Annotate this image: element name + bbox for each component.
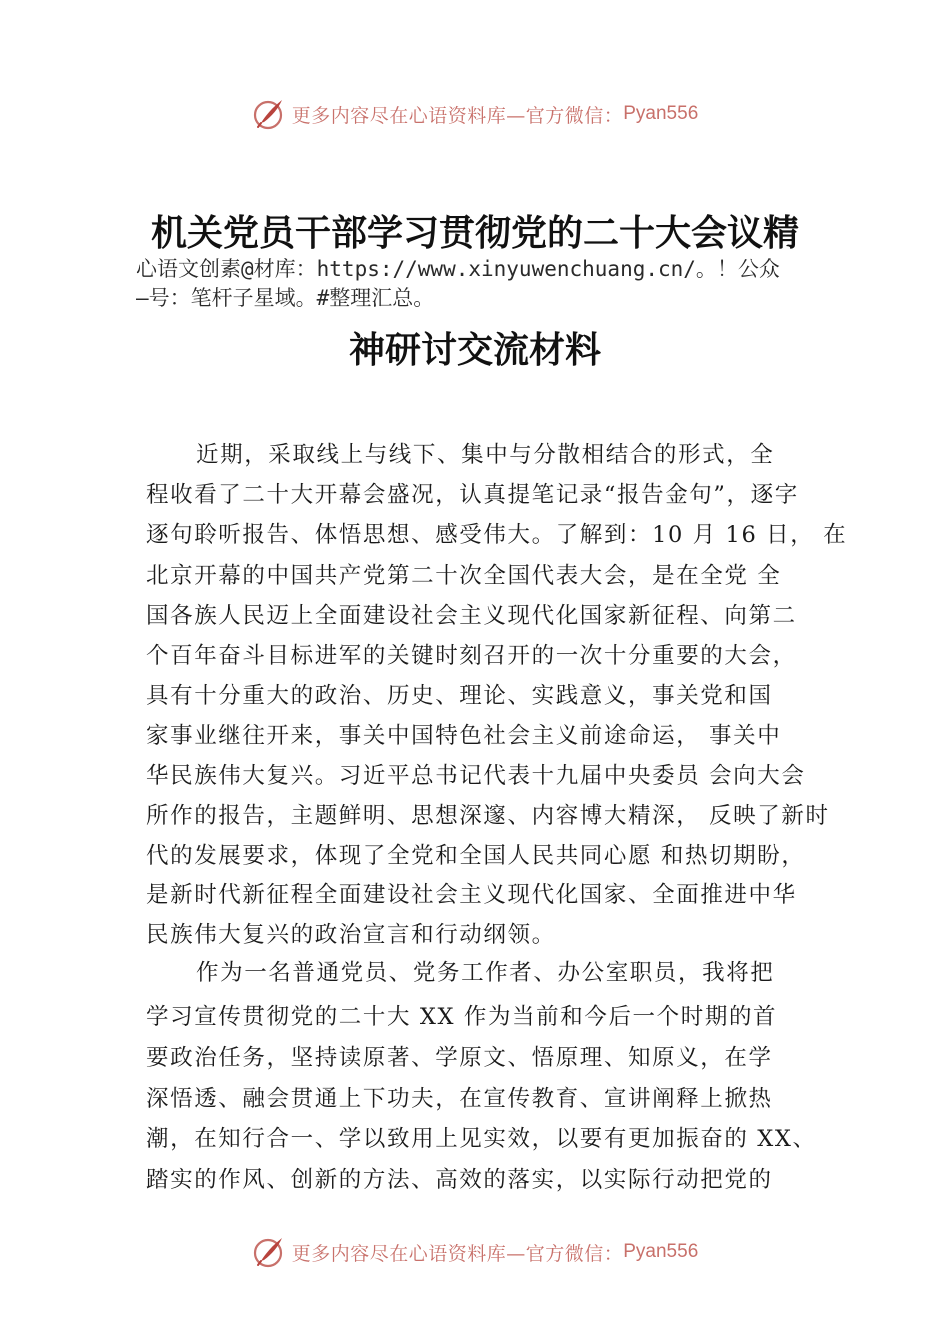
body-line: 家事业继往开来，事关中国特色社会主义前途命运， 事关中 (146, 723, 782, 749)
body-line: 要政治任务，坚持读原著、学原文、悟原理、知原义，在学 (146, 1045, 773, 1071)
body-line: 程收看了二十大开幕会盛况，认真提笔记录“报告金句”，逐字 (146, 482, 799, 508)
body-line: 所作的报告，主题鲜明、思想深邃、内容博大精深， 反映了新时 (146, 803, 830, 829)
body-line: 民族伟大复兴的政治宣言和行动纲领。 (146, 922, 556, 948)
watermark-line-2: —号：笔杆子星域。#整理汇总。 (136, 286, 435, 310)
banner-wechat-id: Pyan556 (623, 103, 699, 124)
body-line: 深悟透、融会贯通上下功夫，在宣传教育、宣讲阐释上掀热 (146, 1086, 773, 1112)
footer-banner (0, 1232, 950, 1272)
header-banner (0, 94, 950, 134)
body-line: 踏实的作风、创新的方法、高效的落实，以实际行动把党的 (146, 1167, 773, 1193)
body-line: 具有十分重大的政治、历史、理论、实践意义，事关党和国 (146, 683, 773, 709)
watermark-line-1: 心语文创素@材库：https://www.xinyuwenchuang.cn/。！公众 (136, 257, 780, 281)
banner-text: 更多内容尽在心语资料库—官方微信： (291, 104, 624, 127)
body-line: 学习宣传贯彻党的二十大 XX 作为当前和今后一个时期的首 (146, 1004, 778, 1030)
quill-logo-icon (252, 1235, 286, 1269)
body-line: 个百年奋斗目标进军的关键时刻召开的一次十分重要的大会， (146, 643, 797, 669)
body-line: 是新时代新征程全面建设社会主义现代化国家、全面推进中华 (146, 882, 797, 908)
body-line: 潮，在知行合一、学以致用上见实效，以要有更加振奋的 XX、 (146, 1126, 817, 1152)
document-title-line-1: 机关党员干部学习贯彻党的二十大会议精 (150, 212, 799, 254)
quill-logo-icon (252, 97, 286, 131)
body-line: 近期，采取线上与线下、集中与分散相结合的形式，全 (196, 442, 775, 468)
body-line: 逐句聆听报告、体悟思想、感受伟大。了解到：10 月 16 日， 在 (146, 522, 848, 548)
document-title-line-2: 神研讨交流材料 (348, 329, 601, 371)
banner-wechat-id: Pyan556 (623, 1241, 699, 1262)
body-line: 华民族伟大复兴。习近平总书记代表十九届中央委员 会向大会 (146, 763, 806, 789)
body-line: 北京开幕的中国共产党第二十次全国代表大会，是在全党 全 (146, 563, 782, 589)
banner-text: 更多内容尽在心语资料库—官方微信： (291, 1242, 624, 1265)
body-line: 作为一名普通党员、党务工作者、办公室职员，我将把 (196, 960, 775, 986)
body-line: 国各族人民迈上全面建设社会主义现代化国家新征程、向第二 (146, 603, 797, 629)
body-line: 代的发展要求，体现了全党和全国人民共同心愿 和热切期盼， (146, 843, 806, 869)
